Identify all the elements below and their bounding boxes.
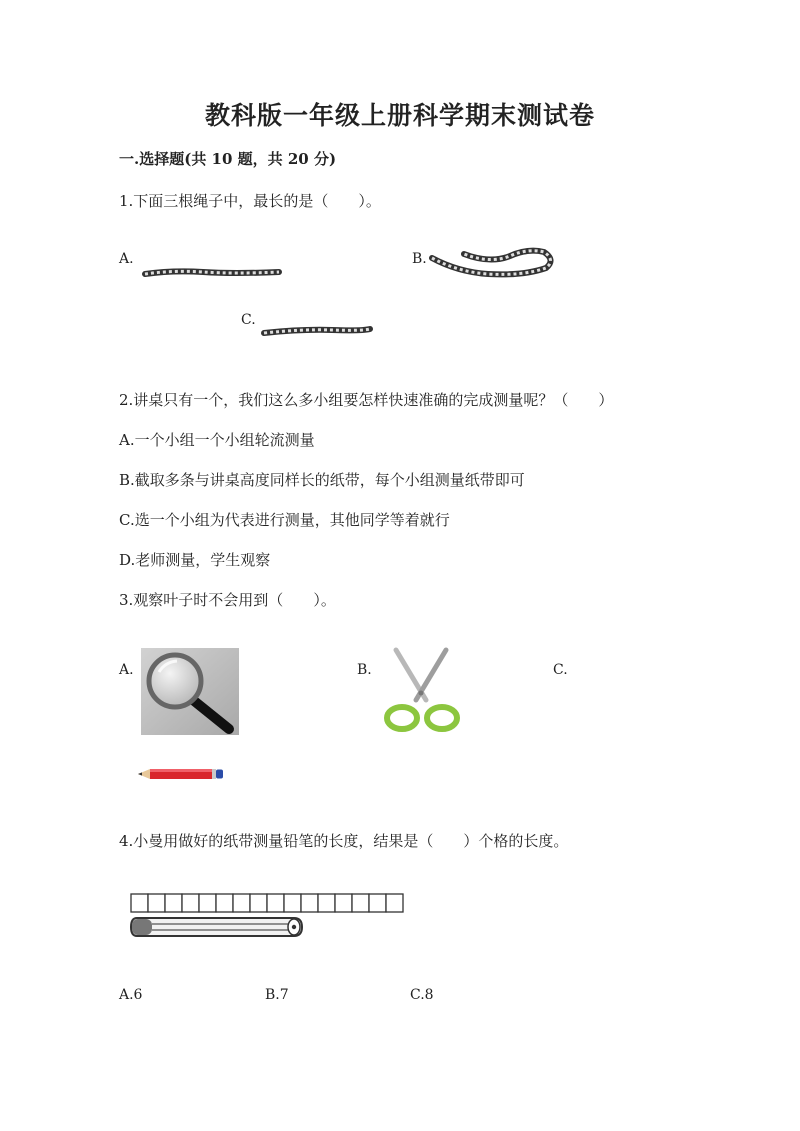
q2-option-b: B.截取多条与讲桌高度同样长的纸带，每个小组测量纸带即可	[119, 471, 525, 489]
pencil-icon	[130, 916, 304, 938]
q2-option-d: D.老师测量，学生观察	[119, 551, 271, 569]
strip-cell	[165, 894, 182, 912]
strip-cell	[386, 894, 403, 912]
q4-option-a: A.6	[119, 987, 143, 1003]
strip-cell	[131, 894, 148, 912]
magnifying-glass-icon	[141, 648, 239, 735]
strip-cell	[352, 894, 369, 912]
question-4-stem: 4.小曼用做好的纸带测量铅笔的长度，结果是（ ）个格的长度。	[119, 832, 569, 850]
strip-cell	[216, 894, 233, 912]
q2-option-c: C.选一个小组为代表进行测量，其他同学等着就行	[119, 511, 450, 529]
strip-cell	[233, 894, 250, 912]
q1-option-c-label: C.	[241, 312, 256, 328]
exam-title: 教科版一年级上册科学期末测试卷	[204, 101, 595, 130]
strip-cell	[250, 894, 267, 912]
strip-cell	[148, 894, 165, 912]
question-1-stem: 1.下面三根绳子中，最长的是（ ）。	[119, 192, 381, 210]
pencil-icon	[138, 767, 224, 781]
q2-option-a: A.一个小组一个小组轮流测量	[119, 431, 315, 449]
q1-option-b-label: B.	[412, 251, 427, 267]
section-heading: 一.选择题(共 10 题，共 20 分)	[119, 150, 337, 168]
rope-straight-icon	[143, 264, 281, 280]
strip-cell	[284, 894, 301, 912]
q4-option-b: B.7	[265, 987, 289, 1003]
strip-cell	[335, 894, 352, 912]
scissors-icon	[382, 648, 462, 734]
q3-option-c-label: C.	[553, 662, 568, 678]
q4-option-c: C.8	[410, 987, 434, 1003]
strip-cell	[182, 894, 199, 912]
strip-cell	[301, 894, 318, 912]
strip-cell	[369, 894, 386, 912]
q3-option-a-label: A.	[119, 662, 134, 678]
question-2-stem: 2.讲桌只有一个，我们这么多小组要怎样快速准确的完成测量呢？（ ）	[119, 391, 614, 409]
q1-option-a-label: A.	[119, 251, 134, 267]
paper-strip-icon	[130, 893, 404, 913]
rope-short-icon	[262, 324, 372, 338]
strip-cell	[267, 894, 284, 912]
rope-looped-icon	[428, 246, 554, 286]
strip-cell	[318, 894, 335, 912]
question-3-stem: 3.观察叶子时不会用到（ ）。	[119, 591, 336, 609]
q3-option-b-label: B.	[357, 662, 372, 678]
strip-cell	[199, 894, 216, 912]
